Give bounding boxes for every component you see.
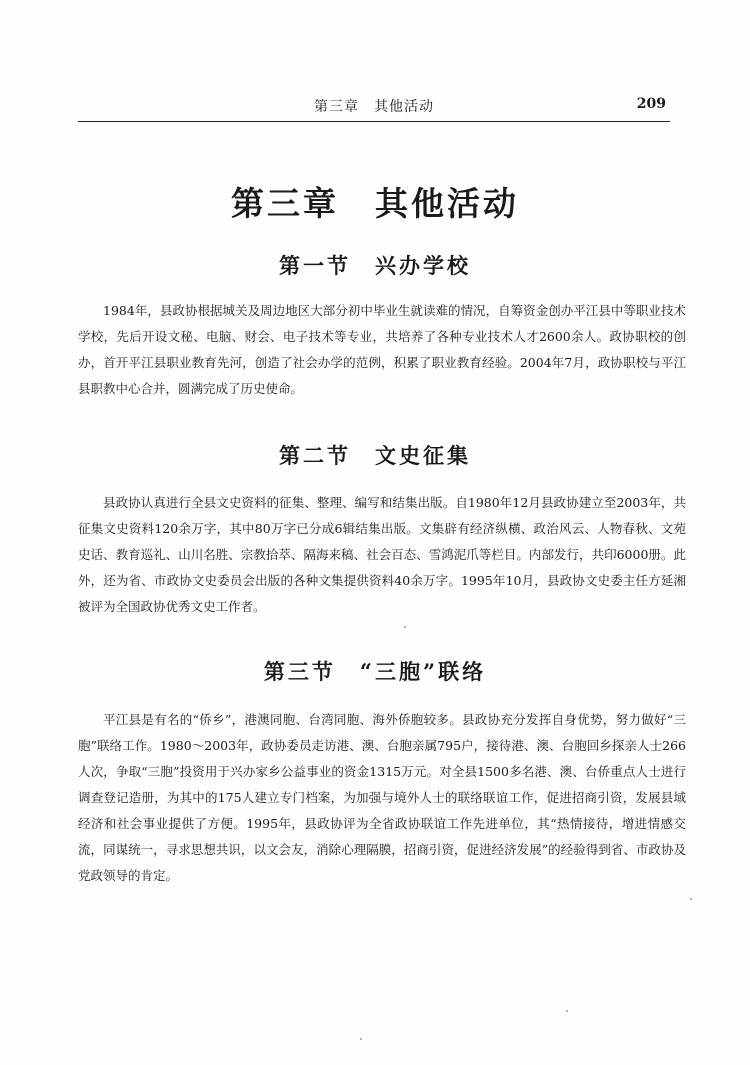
section-3-title: 第三节 “三胞”联络 bbox=[263, 659, 487, 684]
running-header bbox=[78, 94, 670, 118]
scan-speck bbox=[360, 1038, 362, 1040]
section-1-body: 1984年，县政协根据城关及周边地区大部分初中毕业生就读难的情况，自筹资金创办平江县中等职业技术学校，先后开设文秘、电脑、财会、电子技术等专业，共培养了各种专业技术人才2600余人。政协职校的创办，首开平江县职业教育先河，创造了社会办学的范例，积累了职业教育经验。2004年7月，政协职校与平江县职教中心合并，圆满完成了历史使命。 bbox=[78, 303, 686, 396]
header-rule bbox=[78, 121, 670, 122]
scan-speck bbox=[690, 898, 692, 900]
section-1-title: 第一节 兴办学校 bbox=[279, 253, 471, 278]
section-3-body: 平江县是有名的“侨乡”，港澳同胞、台湾同胞、海外侨胞较多。县政协充分发挥自身优势，努力做好“三胞”联络工作。1980～2003年，政协委员走访港、澳、台胞亲属795户，接待港、澳、台胞回乡探亲人士266人次，争取“三胞”投资用于兴办家乡公益事业的资金1315万元。对全县1500多名港、澳、台侨重点人士进行调查登记造册，为其中的175人建立专门档案，为加强与境外人士的联络联谊工作，促进招商引资，发展县域经济和社会事业提供了方便。1995年，县政协评为全省政协联谊工作先进单位，其“热情接待，增进情感交流，同谋统一，寻求思想共识，以文会友，消除心理隔膜，招商引资，促进经济发展”的经验得到省、市政协及党政领导的肯定。 bbox=[78, 712, 686, 883]
scan-speck bbox=[404, 626, 406, 628]
scan-speck bbox=[566, 1010, 568, 1012]
section-2-body: 县政协认真进行全县文史资料的征集、整理、编写和结集出版。自1980年12月县政协建立至2003年，共征集文史资料120余万字，其中80万字已分成6辑结集出版。文集辟有经济纵横、政治风云、人物春秋、文苑史话、教育巡礼、山川名胜、宗教拾萃、隔海来稿、社会百态、雪鸿泥爪等栏目。内部发行，共印6000册。此外，还为省、市政协文史委员会出版的各种文集提供资料40余万字。1995年10月，县政协文史委主任方延湘被评为全国政协优秀文史工作者。 bbox=[78, 495, 686, 614]
running-title: 第三章 其他活动 bbox=[314, 99, 434, 115]
section-2-title: 第二节 文史征集 bbox=[279, 443, 471, 468]
chapter-title: 第三章 其他活动 bbox=[231, 184, 519, 223]
page-number: 209 bbox=[636, 96, 666, 112]
